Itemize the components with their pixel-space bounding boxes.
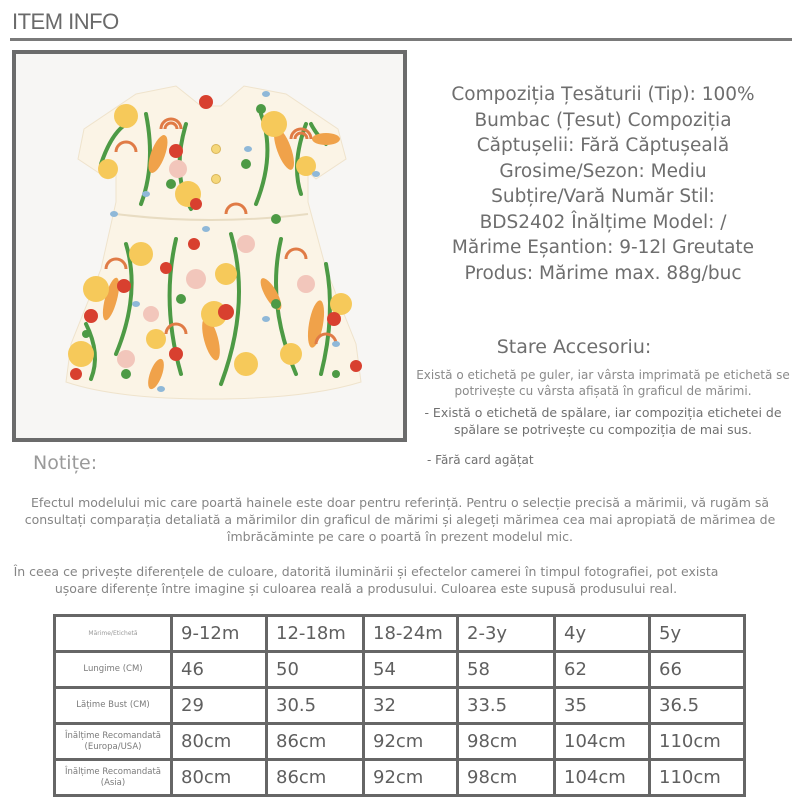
table-cell: 50 bbox=[267, 652, 364, 688]
table-cell: 92cm bbox=[364, 760, 458, 796]
table-cell: 62 bbox=[555, 652, 650, 688]
table-cell: 4y bbox=[555, 616, 650, 652]
notes-title: Notițe: bbox=[33, 452, 98, 474]
table-cell: 12-18m bbox=[267, 616, 364, 652]
table-cell: 86cm bbox=[267, 760, 364, 796]
table-cell: 86cm bbox=[267, 724, 364, 760]
product-specs bbox=[416, 82, 790, 286]
table-cell: 104cm bbox=[555, 760, 650, 796]
table-cell: 5y bbox=[650, 616, 745, 652]
table-cell: 66 bbox=[650, 652, 745, 688]
table-cell: 98cm bbox=[458, 724, 555, 760]
header-title: ITEM INFO bbox=[12, 9, 119, 34]
table-row bbox=[55, 688, 745, 724]
spec-line: Bumbac (Țesut) Compoziția bbox=[474, 109, 732, 131]
spec-line: Mărime Eșantion: 9-12l Greutate bbox=[451, 237, 755, 258]
table-cell: 30.5 bbox=[267, 688, 364, 724]
spec-line: Căptușelii: Fără Căptușeală bbox=[476, 135, 730, 156]
product-photo bbox=[12, 50, 407, 442]
table-cell: 80cm bbox=[172, 760, 267, 796]
size-chart-table bbox=[53, 614, 746, 797]
table-cell: 110cm bbox=[650, 760, 745, 796]
notes-paragraph-color: În ceea ce privește diferențele de culoare, datorită iluminării și efectelor camerei în timpul fotografiei, pot exista ușoare diferențe între imagine și culoarea reală a produsului. Culoarea este supusă produsului real. bbox=[13, 564, 719, 596]
spec-line: BDS2402 Înălțime Model: / bbox=[479, 211, 727, 233]
table-cell: 18-24m bbox=[364, 616, 458, 652]
table-row bbox=[55, 760, 745, 796]
spec-line: Grosime/Sezon: Mediu bbox=[499, 160, 707, 182]
row-label-height-asia: Înălțime Recomandată (Asia) bbox=[55, 760, 172, 796]
table-cell: 2-3y bbox=[458, 616, 555, 652]
table-cell: 29 bbox=[172, 688, 267, 724]
accessories-title: Stare Accesoriu: bbox=[496, 336, 652, 358]
row-label-length: Lungime (CM) bbox=[55, 652, 172, 688]
notes-paragraph-model: Efectul modelului mic care poartă hainele este doar pentru referință. Pentru o selecție precisă a mărimii, vă rugăm să consultați comparația detaliată a mărimilor din graficul de mărimi și alegeți mărimea cea mai apropiată de mărimea de îmbrăcăminte pe care o poartă în prezent modelul mic. bbox=[24, 495, 776, 544]
table-cell: 110cm bbox=[650, 724, 745, 760]
table-cell: 54 bbox=[364, 652, 458, 688]
row-label-height-eu-us: Înălțime Recomandată (Europa/USA) bbox=[55, 724, 172, 760]
spec-line: Produs: Mărime max. 88g/buc bbox=[464, 262, 742, 284]
header-divider bbox=[10, 38, 792, 41]
table-cell: 92cm bbox=[364, 724, 458, 760]
table-cell: 33.5 bbox=[458, 688, 555, 724]
spec-line: Compoziția Țesăturii (Tip): 100% bbox=[451, 84, 755, 105]
table-cell: 32 bbox=[364, 688, 458, 724]
dress-illustration bbox=[16, 54, 403, 438]
table-row bbox=[55, 616, 745, 652]
table-row bbox=[55, 652, 745, 688]
accessory-item-hang-tag: - Fără card agățat bbox=[427, 453, 534, 467]
table-cell: 9-12m bbox=[172, 616, 267, 652]
accessory-item-collar-label: Există o etichetă pe guler, iar vârsta imprimată pe etichetă se potrivește cu vârsta afișată în graficul de mărimi. bbox=[416, 368, 790, 398]
table-cell: 104cm bbox=[555, 724, 650, 760]
spec-line: Subțire/Vară Număr Stil: bbox=[491, 186, 715, 207]
table-row bbox=[55, 724, 745, 760]
table-cell: 36.5 bbox=[650, 688, 745, 724]
table-cell: 80cm bbox=[172, 724, 267, 760]
row-label-bust-width: Lățime Bust (CM) bbox=[55, 688, 172, 724]
table-cell: 98cm bbox=[458, 760, 555, 796]
row-label-size: Mărime/Etichetă bbox=[55, 616, 172, 652]
table-cell: 58 bbox=[458, 652, 555, 688]
table-cell: 46 bbox=[172, 652, 267, 688]
table-cell: 35 bbox=[555, 688, 650, 724]
accessory-item-wash-label: - Există o etichetă de spălare, iar compoziția etichetei de spălare se potrivește cu compoziția de mai sus. bbox=[424, 405, 782, 437]
